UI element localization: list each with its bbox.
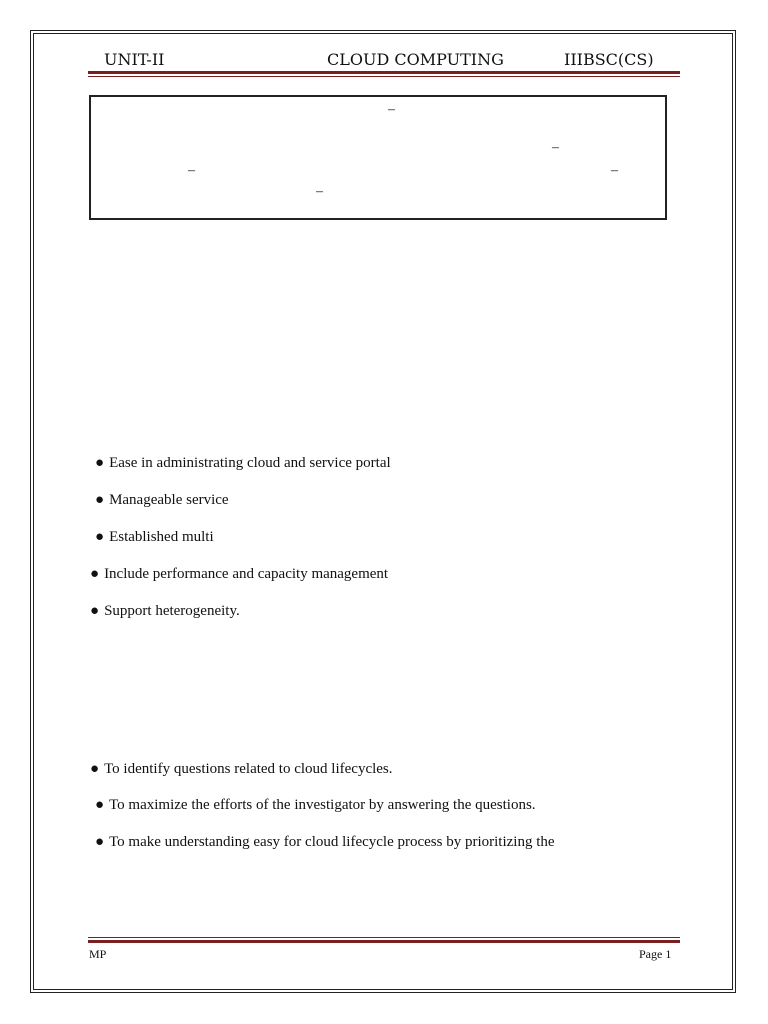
bullet-icon: ● bbox=[95, 529, 105, 545]
bullet-icon: ● bbox=[90, 566, 100, 582]
footer-rule-thin bbox=[88, 937, 680, 938]
list-item bbox=[95, 529, 214, 546]
list-item bbox=[95, 797, 536, 814]
bullet-icon: ● bbox=[95, 492, 105, 508]
header-rule-thin bbox=[88, 76, 680, 77]
list-item bbox=[95, 492, 229, 509]
box-dash-3: – bbox=[188, 163, 195, 178]
header-rule-thick bbox=[88, 71, 680, 74]
page-number: Page 1 bbox=[639, 947, 672, 961]
box-dash-1: – bbox=[388, 102, 395, 117]
content-box bbox=[89, 95, 667, 220]
bullet-icon: ● bbox=[95, 834, 105, 850]
bullet-icon: ● bbox=[90, 761, 100, 777]
list-item bbox=[95, 455, 391, 472]
box-dash-2: – bbox=[552, 140, 559, 155]
list-item bbox=[90, 603, 240, 620]
list-item-text: Ease in administrating cloud and service portal bbox=[109, 455, 391, 471]
header-subject: CLOUD COMPUTING bbox=[327, 50, 504, 69]
footer-rule-thick bbox=[88, 940, 680, 943]
list-item-text: Manageable service bbox=[109, 492, 229, 508]
box-dash-4: – bbox=[611, 163, 618, 178]
bullet-icon: ● bbox=[95, 797, 105, 813]
bullet-icon: ● bbox=[90, 603, 100, 619]
footer-author: MP bbox=[89, 947, 107, 961]
list-item-text: Support heterogeneity. bbox=[104, 603, 240, 619]
box-dash-5: – bbox=[316, 184, 323, 199]
header-class: IIIBSC(CS) bbox=[564, 50, 654, 69]
list-item bbox=[90, 761, 393, 778]
bullet-icon: ● bbox=[95, 455, 105, 471]
list-item bbox=[90, 566, 388, 583]
list-item-text: Established multi bbox=[109, 529, 214, 545]
list-item-text: Include performance and capacity management bbox=[104, 566, 389, 582]
list-item-text: To identify questions related to cloud lifecycles. bbox=[104, 761, 393, 777]
list-item-text: To make understanding easy for cloud lifecycle process by prioritizing the bbox=[109, 834, 555, 850]
list-item-text: To maximize the efforts of the investigator by answering the questions. bbox=[109, 797, 536, 813]
header-unit: UNIT-II bbox=[104, 50, 165, 69]
list-item bbox=[95, 834, 555, 851]
page-header bbox=[88, 46, 680, 72]
